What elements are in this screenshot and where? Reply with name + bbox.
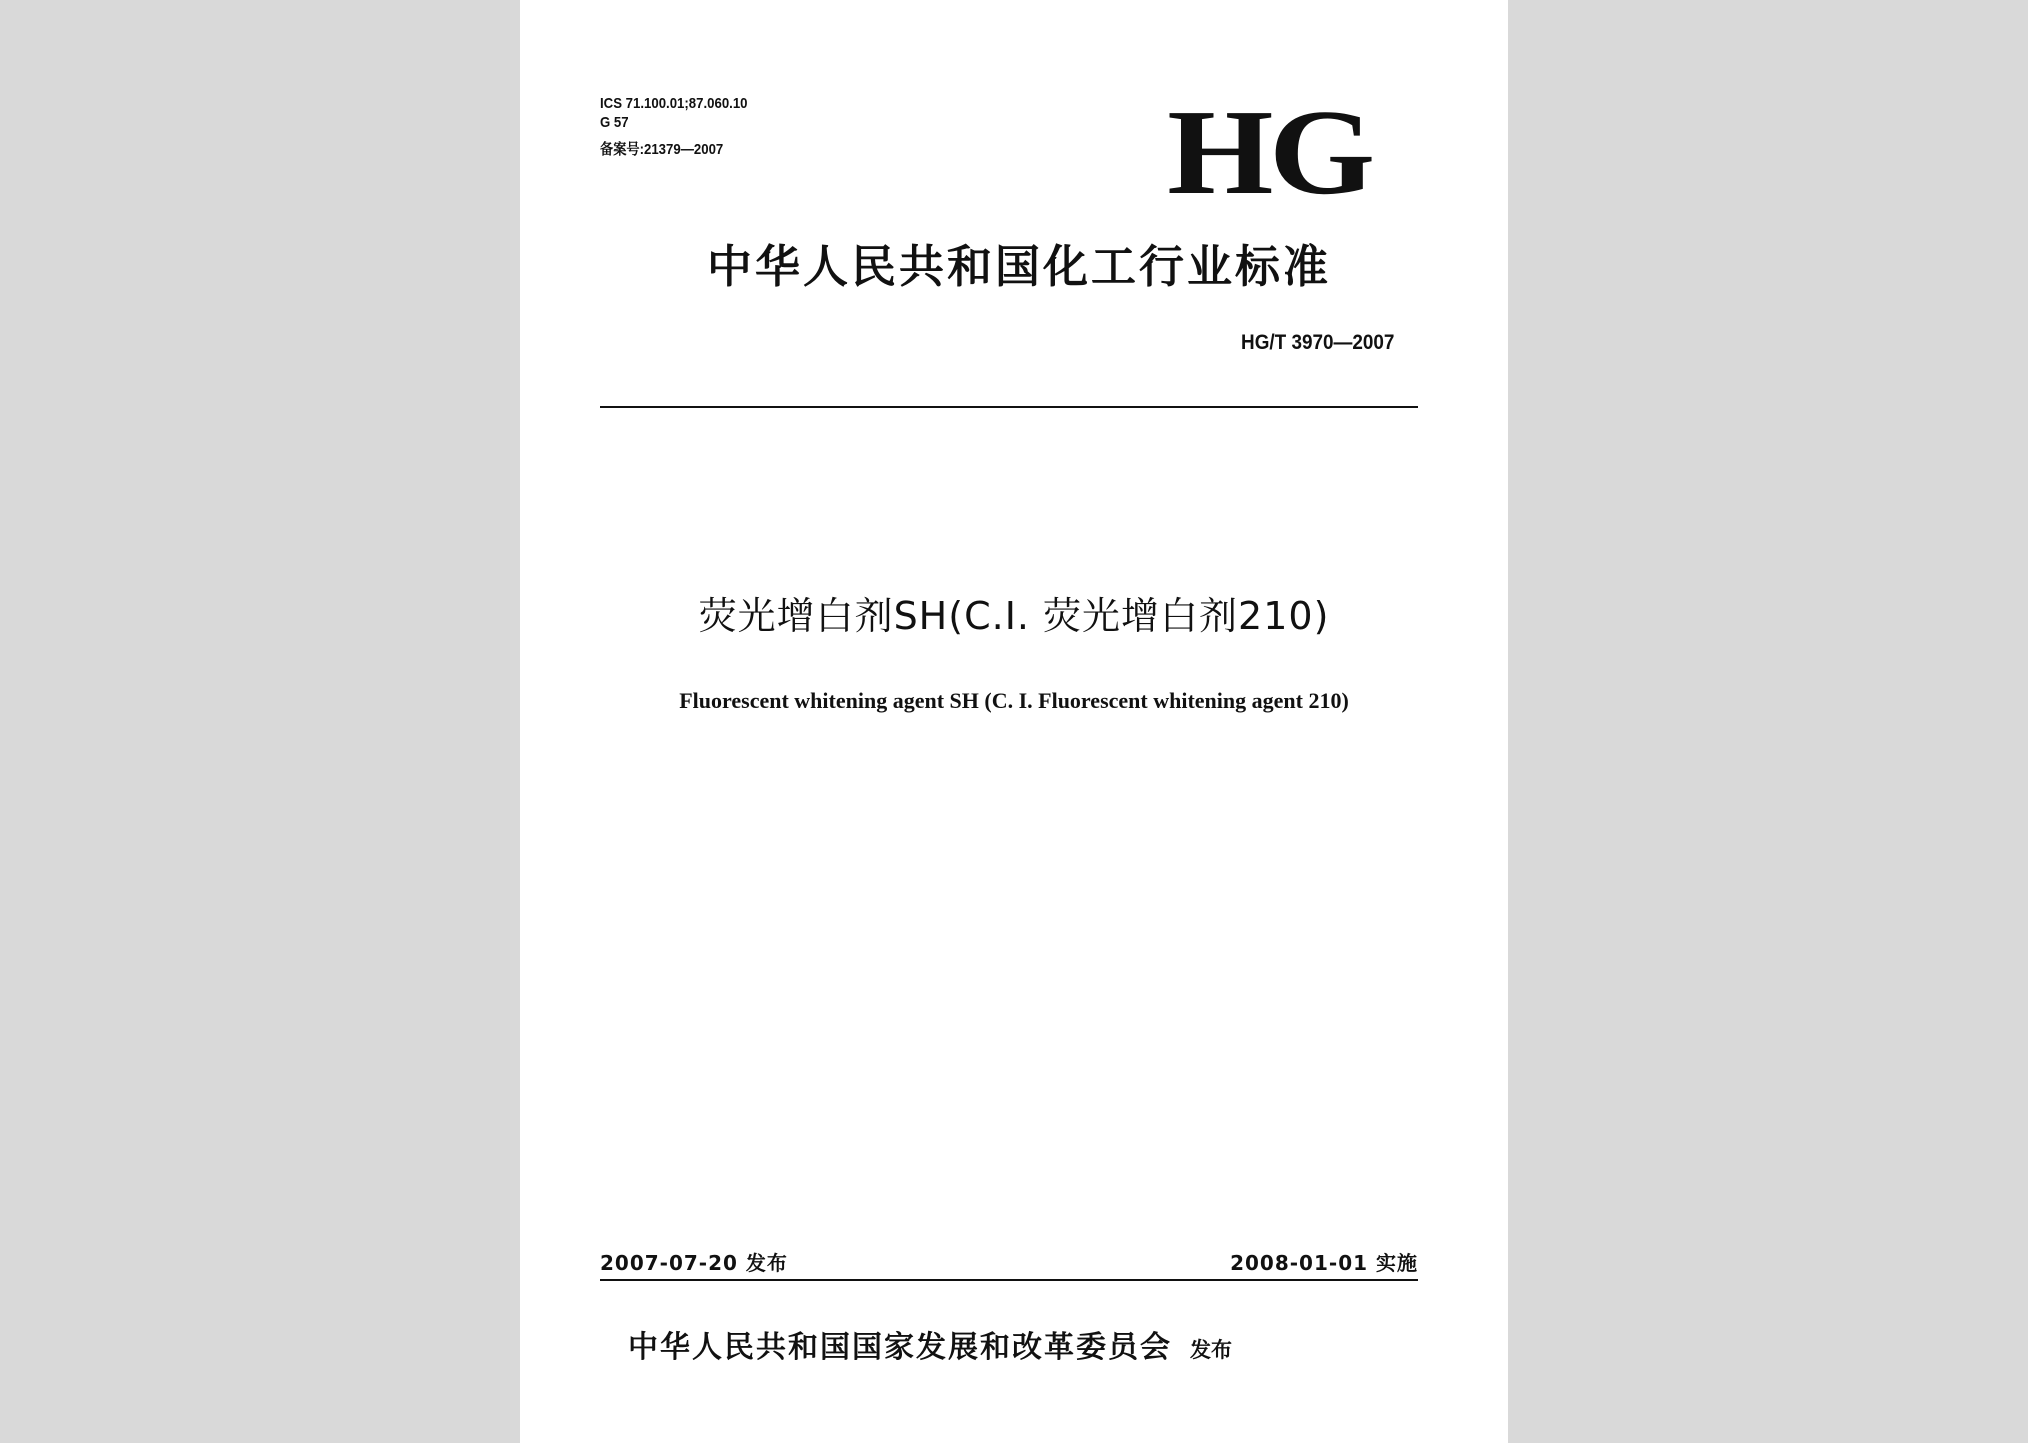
english-title: Fluorescent whitening agent SH (C. I. Fluorescent whitening agent 210) — [679, 688, 1349, 713]
document-page — [520, 0, 1508, 1443]
chinese-title: 荧光增白剂SH(C.I. 荧光增白剂210) — [698, 594, 1330, 638]
hg-logo: HG — [1167, 85, 1371, 220]
footer-divider — [600, 1279, 1418, 1281]
standard-category-title: 中华人民共和国化工行业标准 — [706, 240, 1331, 293]
issue-date: 2007-07-20 发布 — [600, 1251, 788, 1275]
header-divider — [600, 406, 1418, 408]
ics-code: ICS 71.100.01;87.060.10 — [600, 95, 748, 112]
issuer-suffix: 发布 — [1190, 1338, 1232, 1362]
implementation-date: 2008-01-01 实施 — [1230, 1251, 1418, 1275]
record-number: 备案号:21379—2007 — [600, 141, 724, 158]
issuer-name: 中华人民共和国国家发展和改革委员会 — [628, 1330, 1172, 1365]
issuing-authority — [628, 1328, 1232, 1370]
ccs-code: G 57 — [600, 114, 629, 131]
standard-number: HG/T 3970—2007 — [1240, 331, 1394, 354]
